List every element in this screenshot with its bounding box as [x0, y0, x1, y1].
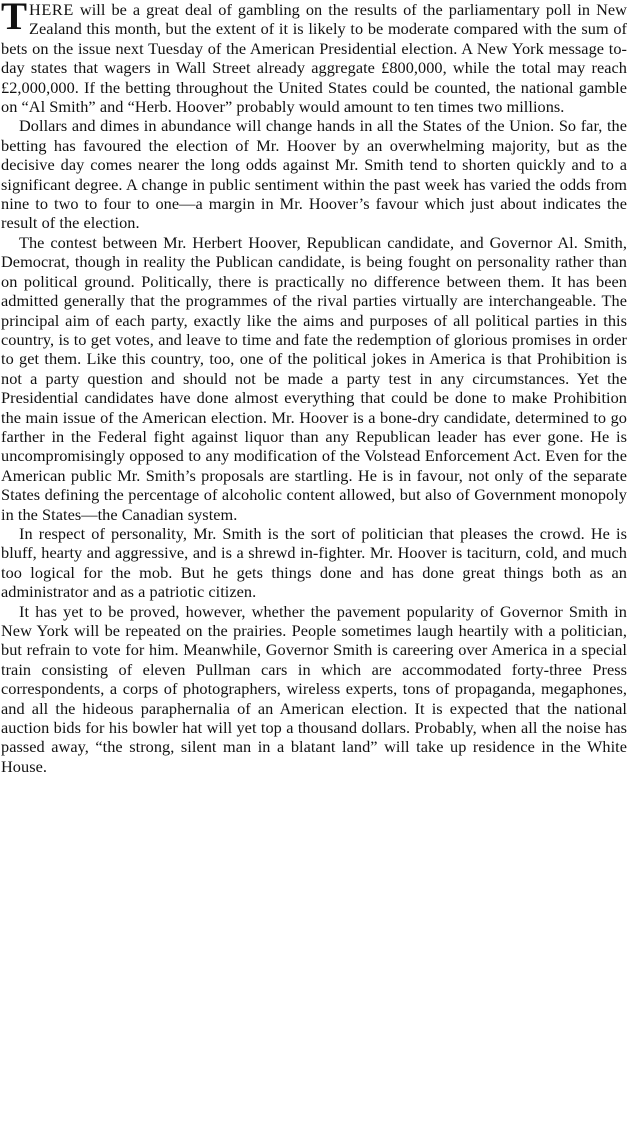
article-paragraph-3: The contest between Mr. Herbert Hoover, Republican candidate, and Governor Al. Smith, Democrat, though in reality the Publican candidate, is being fought on personality rather than on political ground. Politically, there is practically no difference between them. It has been admitted generally that the programmes of the rival parties virtually are interchangeable. The principal aim of each party, exactly like the aims and purposes of all political parties in this country, is to get votes, and leave to time and fate the redemption of glorious promises in order to get them. Like this country, too, one of the political jokes in America is that Prohibition is not a party question and should not be made a party test in any circumstances. Yet the Presidential candidates have done almost everything that could be done to make Prohibition the main issue of the American election. Mr. Hoover is a bone-dry candidate, determined to go farther in the Federal fight against liquor than any Republican leader has ever gone. He is uncompromisingly opposed to any modification of the Volstead Enforcement Act. Even for the American public Mr. Smith’s proposals are startling. He is in favour, not only of the separate States defining the percentage of alcoholic content allowed, but also of Government monopoly in the States—the Canadian system.: [1, 232, 627, 524]
article-paragraph-1: [1, 0, 627, 116]
article-paragraph-5: It has yet to be proved, however, whether the pavement popularity of Governor Smith in New York will be repeated on the prairies. People sometimes laugh heartily with a politician, but refrain to vote for him. Meanwhile, Governor Smith is careering over America in a special train consisting of eleven Pullman cars in which are accommodated forty-three Press correspondents, a corps of photographers, wireless experts, tons of propaganda, megaphones, and all the hideous paraphernalia of an American election. It is expected that the national auction bids for his bowler hat will yet top a thousand dollars. Probably, when all the noise has passed away, “the strong, silent man in a blatant land” will take up residence in the White House.: [1, 601, 627, 776]
drop-cap: T: [1, 0, 28, 38]
article-paragraph-4: In respect of personality, Mr. Smith is the sort of politician that pleases the crowd. He is bluff, hearty and aggressive, and is a shrewd in-fighter. Mr. Hoover is taciturn, cold, and much too logical for the mob. But he gets things done and has done great things both as an administrator and as a patriotic citizen.: [1, 523, 627, 602]
paragraph-1-text: will be a great deal of gambling on the results of the parliamentary poll in New Zealand this month, but the extent of it is likely to be moderate compared with the sum of bets on the issue next Tuesday of the American Presidential election. A New York message to-day states that wagers in Wall Street already aggregate £800,000, while the total may reach £2,000,000. If the betting throughout the United States could be counted, the national gamble on “Al Smith” and “Herb. Hoover” probably would amount to ten times two millions.: [1, 0, 627, 117]
article-paragraph-2: Dollars and dimes in abundance will change hands in all the States of the Union. So far, the betting has favoured the election of Mr. Hoover by an overwhelming majority, but as the decisive day comes nearer the long odds against Mr. Smith tend to shorten quickly and to a significant degree. A change in public sentiment within the past week has varied the odds from nine to two to four to one—a margin in Mr. Hoover’s favour which just about indicates the result of the election.: [1, 116, 627, 233]
lead-caps: HERE: [29, 0, 74, 19]
